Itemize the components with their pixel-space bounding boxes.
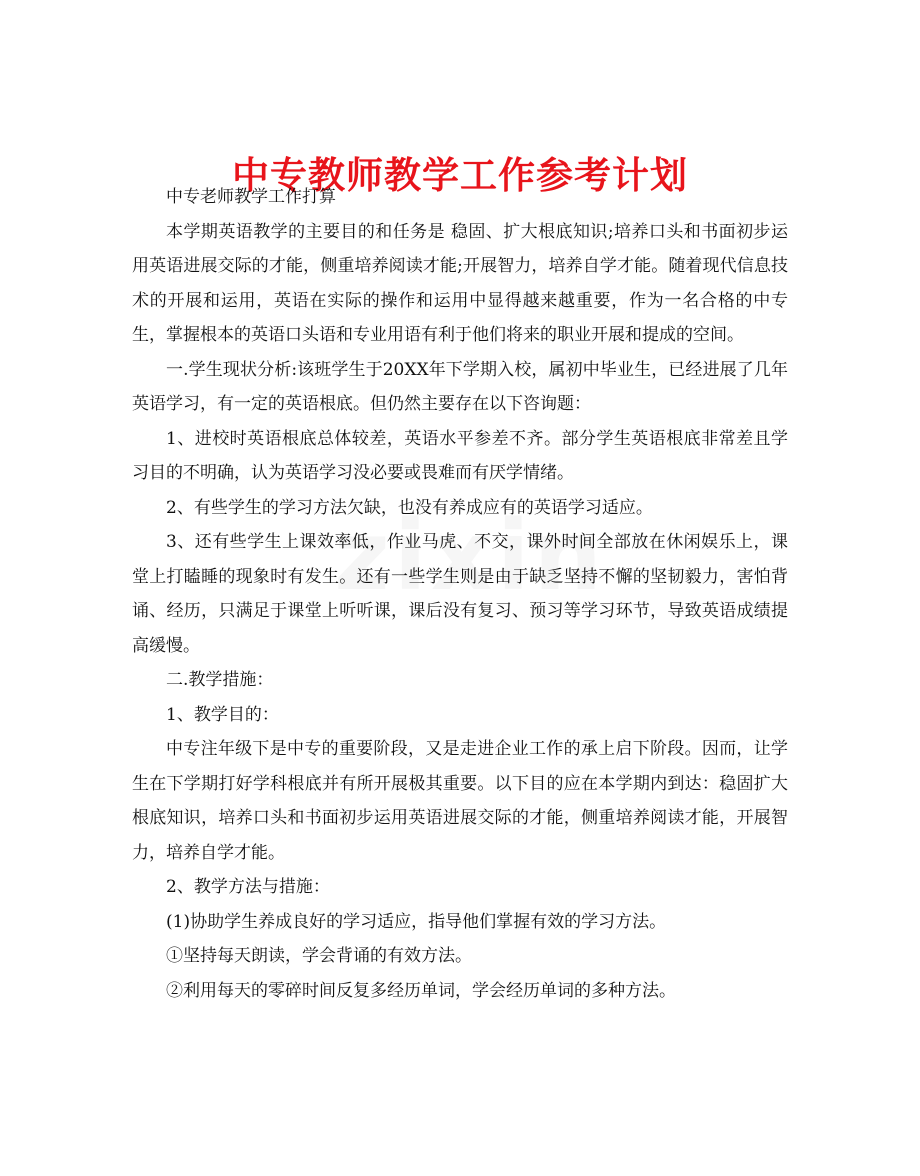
document-title: 中专教师教学工作参考计划: [232, 152, 688, 197]
student-analysis-heading: 一.学生现状分析:该班学生于20XX年下学期入校，属初中毕业生，已经进展了几年英语学习，有一定的英语根底。但仍然主要存在以下咨询题：: [132, 359, 788, 414]
intro-paragraph: 本学期英语教学的主要目的和任务是 稳固、扩大根底知识;培养口头和书面初步运用英语进展交际的才能，侧重培养阅读才能;开展智力，培养自学才能。随着现代信息技术的开展和运用，英语在实际的操作和运用中显得越来越重要，作为一名合格的中专生，掌握根本的英语口头语和专业用语有利于他们将来的职业开展和提成的空间。: [132, 221, 788, 345]
teaching-goal-paragraph: 中专注年级下是中专的重要阶段，又是走进企业工作的承上启下阶段。因而，让学生在下学期打好学科根底并有所开展极其重要。以下目的应在本学期内到达：稳固扩大根底知识，培养口头和书面初步运用英语进展交际的才能，侧重培养阅读才能，开展智力，培养自学才能。: [132, 739, 788, 863]
analysis-item-2: 2、有些学生的学习方法欠缺，也没有养成应有的英语学习适应。: [166, 497, 653, 518]
subtitle-paragraph: 中专老师教学工作打算: [166, 187, 336, 207]
method-subitem-1: ①坚持每天朗读，学会背诵的有效方法。: [166, 946, 472, 966]
document-body: [132, 180, 788, 1008]
methods-heading: 2、教学方法与措施：: [166, 877, 330, 897]
method-item-1: (1)协助学生养成良好的学习适应，指导他们掌握有效的学习方法。: [166, 911, 667, 932]
teaching-goal-heading: 1、教学目的：: [166, 704, 279, 725]
analysis-item-3: 3、还有些学生上课效率低，作业马虎、不交，课外时间全部放在休闲娱乐上，课堂上打瞌睡的现象时有发生。还有一些学生则是由于缺乏坚持不懈的坚韧毅力，害怕背诵、经历，只满足于课堂上听听课，课后没有复习、预习等学习环节，导致英语成绩提高缓慢。: [132, 532, 788, 656]
analysis-item-1: 1、进校时英语根底总体较差，英语水平参差不齐。部分学生英语根底非常差且学习目的不明确，认为英语学习没必要或畏难而有厌学情绪。: [132, 428, 788, 483]
teaching-measures-heading: 二.教学措施：: [166, 670, 274, 690]
method-subitem-2: ②利用每天的零碎时间反复多经历单词，学会经历单词的多种方法。: [166, 980, 676, 1001]
